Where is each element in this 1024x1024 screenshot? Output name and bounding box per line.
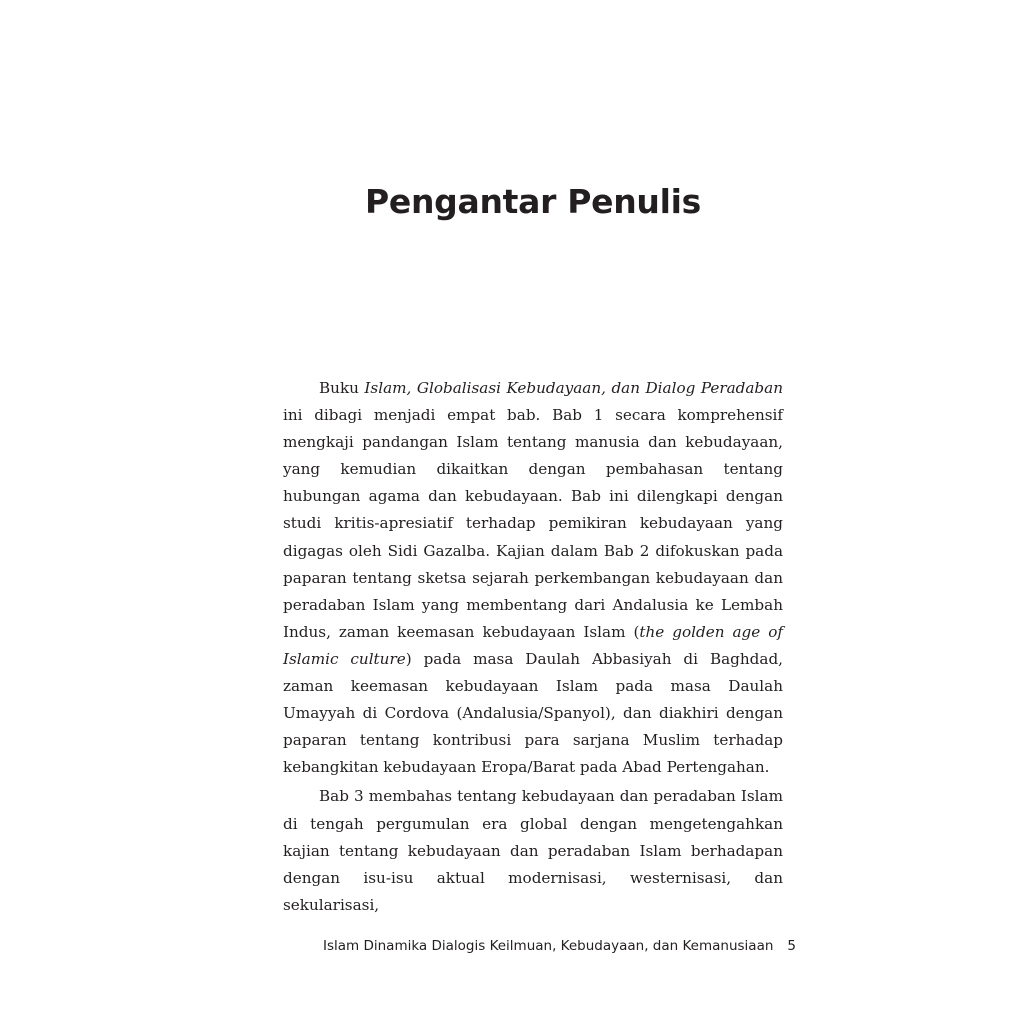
chapter-title: Pengantar Penulis [365,182,701,221]
paragraph-2: Bab 3 membahas tentang kebudayaan dan peradaban Islam di tengah pergumulan era global dengan mengetengahkan kajian tentang kebudayaan dan peradaban Islam berhadapan dengan isu-isu aktual modernisasi, westernisasi, dan sekularisasi, [283,787,783,914]
page-number: 5 [787,938,796,954]
body-text [283,375,783,921]
running-title: Islam Dinamika Dialogis Keilmuan, Kebudayaan, dan Kemanusiaan [323,938,774,954]
page-footer [323,935,796,957]
book-title: Islam, Globalisasi Kebudayaan, dan Dialog Peradaban [364,379,783,397]
paragraph-1-text-a: ini dibagi menjadi empat bab. Bab 1 secara komprehensif mengkaji pandangan Islam tentang manusia dan kebudayaan, yang kemudian dikaitkan dengan pembahasan tentang hubungan agama dan kebudayaan. Bab ini dilengkapi dengan studi kritis-apresiatif terhadap pemikiran kebudayaan yang digagas oleh Sidi Gazalba. Kajian dalam Bab 2 difokuskan pada paparan tentang sketsa sejarah perkembangan kebudayaan dan peradaban Islam yang membentang dari Andalusia ke Lembah Indus, zaman keemasan kebudayaan Islam ( [283,406,783,641]
paragraph-1-text-b: ) pada masa Daulah Abbasiyah di Baghdad, zaman keemasan kebudayaan Islam pada masa Daulah Umayyah di Cordova (Andalusia/Spanyol), dan diakhiri dengan paparan tentang kontribusi para sarjana Muslim terhadap kebangkitan kebudayaan Eropa/Barat pada Abad Pertengahan. [283,649,784,777]
italic-phrase: the golden age of Islamic culture [283,622,783,668]
paragraph-1 [283,375,783,781]
paragraph-1-lead: Buku [319,379,365,397]
